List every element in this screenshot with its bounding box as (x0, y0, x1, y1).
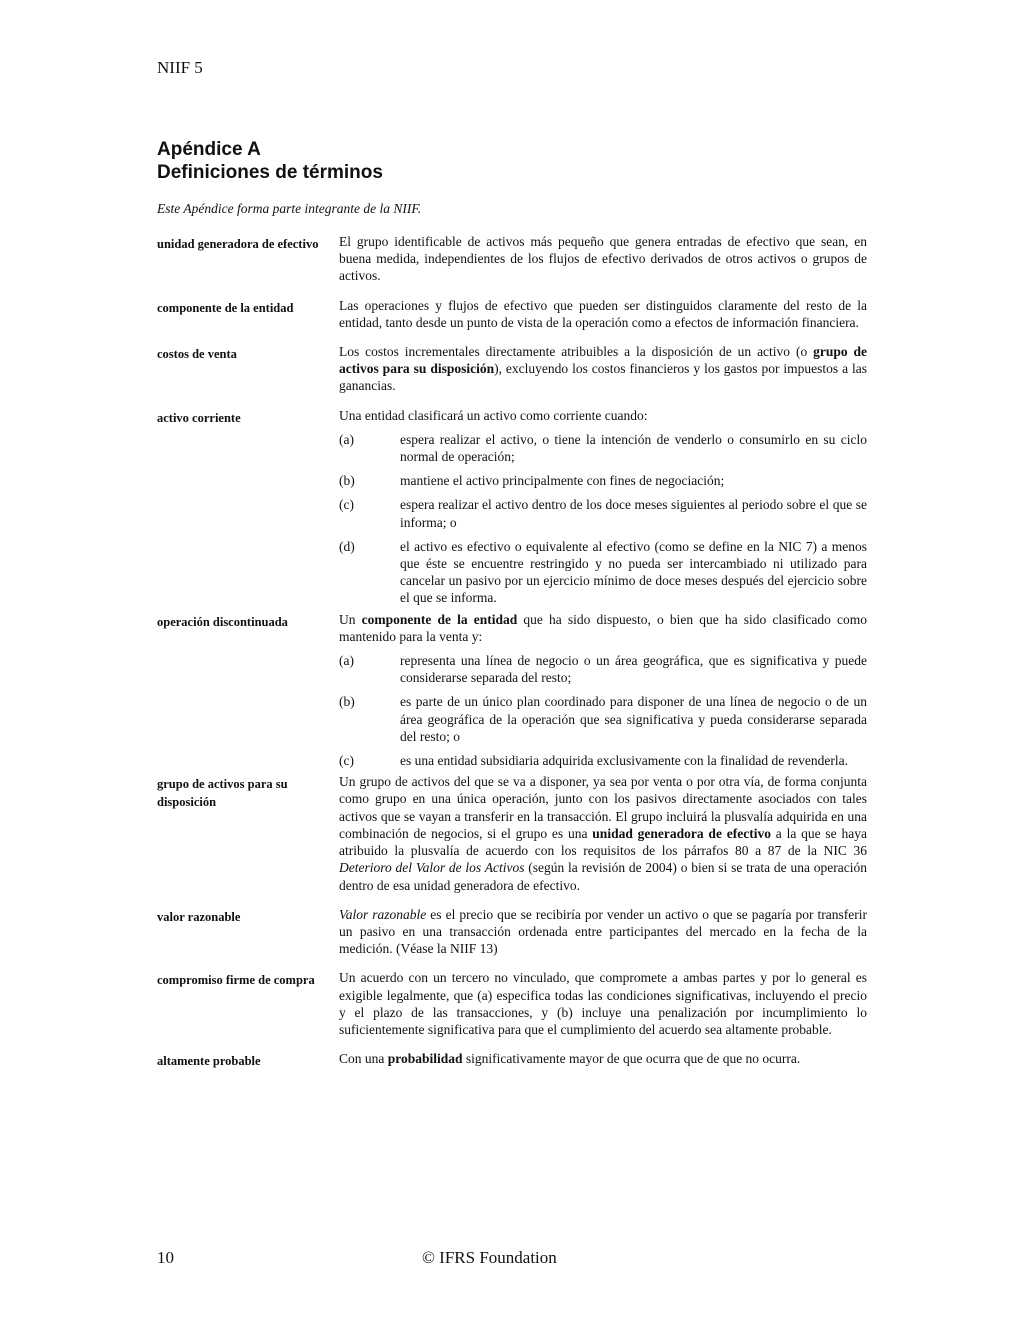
page-number: 10 (157, 1248, 174, 1267)
definition-term: costos de venta (157, 347, 237, 362)
definition-text: Las operaciones y flujos de efectivo que pueden ser distinguidos claramente del resto de la entidad, tanto desde un punto de vista de la operación como a efectos de información financiera. (339, 297, 867, 330)
definition-term: operación discontinuada (157, 614, 288, 629)
definition-text: El grupo identificable de activos más pequeño que genera entradas de efectivo que sean, en buena medida, independientes de los flujos de efectivo derivados de otros activos o grupos de activos. (339, 234, 867, 284)
list-item: (a) representa una línea de negocio o un área geográfica, que es significativa y puede considerarse separada del resto; (339, 653, 867, 686)
definition-text: Los costos incrementales directamente atribuibles a la disposición de un activo (o grupo de activos para su disposición), excluyendo los costos financieros y los gastos por impuestos a las ganancias. (339, 344, 867, 394)
definition-text: Un grupo de activos del que se va a disponer, ya sea por venta o por otra vía, de forma conjunta como grupo en una única operación, junto con los pasivos directamente asociados con tales activos que se vayan a transferir en la transacción. El grupo incluirá la plusvalía adquirida en una combinación de negocios, si el grupo es una unidad generadora de efectivo a la que se haya atribuido la plusvalía de acuerdo con los requisitos de los párrafos 80 a 87 de la NIC 36 Deterioro del Valor de los Activos (según la revisión de 2004) o bien si se trata de una operación dentro de esa unidad generadora de efectivo. (339, 774, 867, 893)
running-title: NIIF 5 (157, 58, 203, 77)
definition-cash-generating-unit (157, 233, 867, 285)
list-item: (b) es parte de un único plan coordinado para disponer de una línea de negocio o de un área geográfica de la operación que sea significativa y pueda considerarse separada del resto; o (339, 694, 867, 744)
definition-text: Una entidad clasificará un activo como corriente cuando: (a) espera realizar el activo, o tiene la intención de venderlo o consumirlo en su ciclo normal de operación; (b) mantiene el activo principalmente con fines de negociación; (c) espera realizar el activo dentro de los doce meses siguientes al periodo sobre el que se informa; o (d) el activo es efectivo o equivalente al efectivo (como se define en la NIC 7) a menos que éste se encuentre restringido y no pueda ser intercambiado ni utilizado para cancelar un pasivo por un ejercicio mínimo de doce meses después del ejercicio sobre el que se informa. (339, 407, 867, 606)
definitions-list (157, 233, 867, 1083)
definition-term: altamente probable (157, 1054, 261, 1069)
definition-discontinued-operation (157, 611, 867, 770)
definition-text: Un componente de la entidad que ha sido dispuesto, o bien que ha sido clasificado como mantenido para la venta y: (a) representa una línea de negocio o un área geográfica, que es significativa y puede considerarse separada del resto; (b) es parte de un único plan coordinado para disponer de una línea de negocio o de un área geográfica de la operación que sea significativa y pueda considerarse separada del resto; o (c) es una entidad subsidiaria adquirida exclusivamente con la finalidad de revenderla. (339, 611, 867, 769)
definition-current-asset (157, 407, 867, 607)
list-item: (d) el activo es efectivo o equivalente al efectivo (como se define en la NIC 7) a menos que éste se encuentre restringido y no pueda ser intercambiado ni utilizado para cancelar un pasivo por un ejercicio mínimo de doce meses después del ejercicio sobre el que se informa. (339, 538, 867, 606)
cross-reference: probabilidad (387, 1051, 463, 1067)
definition-disposal-group (157, 773, 867, 893)
list-item: (a) espera realizar el activo, o tiene la intención de venderlo o consumirlo en su ciclo normal de operación; (339, 431, 867, 465)
definition-term: valor razonable (157, 909, 241, 924)
appendix-intro: Este Apéndice forma parte integrante de la NIIF. (157, 201, 422, 216)
definition-term: activo corriente (157, 410, 241, 425)
definition-text: Con una probabilidad significativamente mayor de que ocurra que de que no ocurra. (339, 1051, 801, 1067)
definition-firm-purchase-commitment (157, 969, 867, 1038)
cross-reference: grupo de activos para su disposición (339, 344, 867, 377)
definition-component-of-entity (157, 297, 867, 331)
criteria-list (339, 652, 867, 769)
cross-reference: componente de la entidad (361, 611, 518, 627)
appendix-subtitle: Definiciones de términos (157, 162, 383, 183)
list-item: (c) es una entidad subsidiaria adquirida exclusivamente con la finalidad de revenderla. (339, 753, 848, 769)
definition-term: componente de la entidad (157, 300, 294, 315)
standard-title: Deterioro del Valor de los Activos (339, 860, 525, 876)
definition-fair-value (157, 906, 867, 958)
criteria-list (339, 431, 867, 607)
definition-text: Valor razonable es el precio que se recibiría por vender un activo o que se pagaría por transferir un pasivo en una transacción ordenada entre participantes del mercado en la fecha de la medición. (Véase la NIIF 13) (339, 906, 867, 957)
cross-reference: unidad generadora de efectivo (592, 825, 771, 841)
list-item: (b) mantiene el activo principalmente con fines de negociación; (339, 473, 725, 489)
definition-highly-probable (157, 1050, 867, 1071)
appendix-title: Apéndice A (157, 139, 261, 160)
appendix-heading (157, 138, 383, 184)
definition-term: compromiso firme de compra (157, 973, 315, 988)
definition-costs-to-sell (157, 343, 867, 395)
definition-term: grupo de activos para su disposición (157, 777, 288, 809)
list-item: (c) espera realizar el activo dentro de los doce meses siguientes al periodo sobre el que se informa; o (339, 497, 867, 530)
copyright-notice: © IFRS Foundation (422, 1248, 557, 1267)
definition-text: Un acuerdo con un tercero no vinculado, que compromete a ambas partes y por lo general es exigible legalmente, que (a) especifica todas las condiciones significativas, incluyendo el precio y el plazo de las transacciones, y (b) incluye una penalización por incumplimiento lo suficientemente significativa para que el cumplimiento del acuerdo sea altamente probable. (339, 970, 867, 1037)
definition-term: unidad generadora de efectivo (157, 237, 319, 251)
